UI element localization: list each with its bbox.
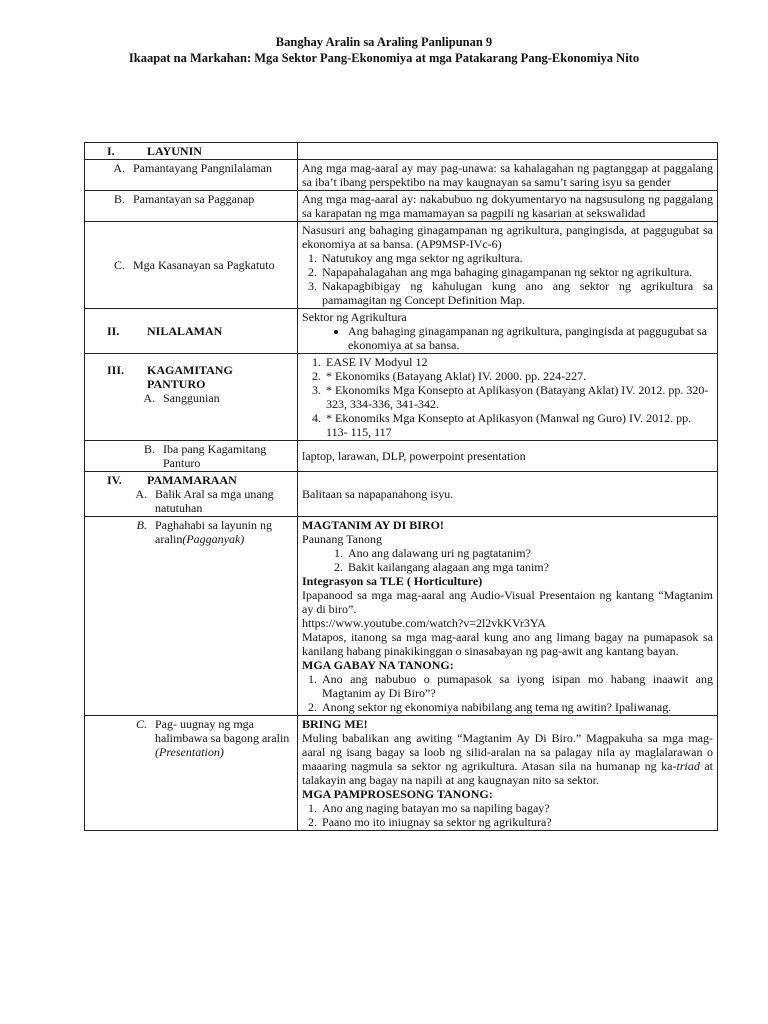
row-label	[85, 517, 298, 716]
integration-heading: Integrasyon sa TLE ( Horticulture)	[302, 574, 483, 588]
row-label	[85, 222, 298, 309]
performance-standard-text: Ang mga mag-aaral ay: nakabubuo ng dokyumentaryo na nagsusulong ng paggalang sa karapatan ng mga mamamayan sa pagpili ng kasarian at sekswalidad	[298, 191, 718, 222]
empty-cell	[298, 143, 718, 160]
item-label: Pag- uugnay ng mga halimbawa sa bagong aralin	[155, 717, 290, 745]
section-heading-kagamitan	[85, 354, 298, 441]
item-letter: B.	[113, 192, 125, 206]
section-number: III.	[107, 363, 125, 377]
section-heading-nilalaman	[85, 309, 298, 354]
table-row	[85, 472, 718, 517]
item-label: Mga Kasanayan sa Pagkatuto	[133, 258, 275, 272]
processing-questions-heading: MGA PAMPROSESONG TANONG:	[302, 787, 493, 801]
item-label: Iba pang Kagamitang Panturo	[163, 442, 267, 470]
list-item: 2. Napapahalagahan ang mga bahaging ginagampanan ng sektor ng agrikultura.	[320, 265, 713, 279]
references-cell	[298, 354, 718, 441]
competency-list	[302, 251, 713, 307]
table-row	[85, 143, 718, 160]
section-number: I.	[107, 144, 115, 158]
row-label	[85, 191, 298, 222]
list-item: 1. Ano ang nabubuo o pumapasok sa iyong isipan mo habang inaawit ang Magtanim ay Di Biro”?	[320, 672, 713, 700]
item-label: Paghahabi sa layunin ng aralin	[155, 518, 272, 546]
document-title: Banghay Aralin sa Araling Panlipunan 9	[275, 35, 493, 49]
list-item: 2. Anong sektor ng ekonomiya nabibilang ang tema ng awitin? Ipaliwanag.	[320, 700, 713, 714]
table-row	[85, 160, 718, 191]
content-title: Sektor ng Agrikultura	[302, 310, 407, 324]
item-letter: C.	[135, 717, 147, 731]
table-row	[85, 191, 718, 222]
table-row	[85, 716, 718, 831]
guide-questions-list	[302, 672, 713, 714]
section-number: IV.	[107, 473, 122, 487]
section-number: II.	[107, 324, 120, 338]
list-item: 3. * Ekonomiks Mga Konsepto at Aplikasyon (Batayang Aklat) IV. 2012. pp. 320-323, 334-336, 341-342.	[324, 383, 713, 411]
activity-instructions	[302, 731, 713, 787]
list-item: 2. Bakit kailangang alagaan ang mga tanim?	[346, 560, 713, 574]
table-row	[85, 222, 718, 309]
row-label	[85, 160, 298, 191]
processing-questions-list	[302, 801, 713, 829]
list-item: 1. Natutukoy ang mga sektor ng agrikultura.	[320, 251, 713, 265]
list-item: • Ang bahaging ginagampanan ng agrikultura, pangingisda at paggugubat sa ekonomiya at sa bansa.	[348, 324, 713, 352]
activity-title: MAGTANIM AY DI BIRO!	[302, 518, 444, 532]
item-label: Pamantayang Pangnilalaman	[133, 161, 272, 175]
instructions-italic: triad	[676, 759, 700, 773]
item-letter: A.	[143, 391, 155, 405]
section-label: PAMAMARAAN	[147, 473, 237, 487]
item-label: Balik Aral sa mga unang natutuhan	[155, 487, 274, 515]
review-text: Balitaan sa napapanahong isyu.	[298, 472, 718, 517]
guide-questions-heading: MGA GABAY NA TANONG:	[302, 658, 454, 672]
list-item: 2. Paano mo ito iniugnay sa sektor ng agrikultura?	[320, 815, 713, 829]
item-label-note: (Pagganyak)	[182, 532, 245, 546]
section-label: NILALAMAN	[147, 324, 223, 338]
list-item: 1. Ano ang naging batayan mo sa napiling bagay?	[320, 801, 713, 815]
instructions-part: at talakayin ang bagay na napili at ang kaugnayan nito sa sektor.	[302, 759, 713, 787]
section-heading-layunin	[85, 143, 298, 160]
item-label: Pamantayan sa Pagganap	[133, 192, 255, 206]
references-list	[302, 355, 713, 439]
item-letter: B.	[143, 442, 155, 456]
competency-intro: Nasusuri ang bahaging ginagampanan ng agrikultura, pangingisda, at paggugubat sa ekonomiya at sa bansa. (AP9MSP-IVc-6)	[302, 223, 713, 251]
motivation-cell	[298, 517, 718, 716]
document-subtitle: Ikaapat na Markahan: Mga Sektor Pang-Ekonomiya at mga Patakarang Pang-Ekonomiya Nito	[128, 51, 640, 65]
lesson-plan-table	[84, 142, 718, 831]
follow-up-text: Matapos, itanong sa mga mag-aaral kung ano ang limang bagay na pumapasok sa kanilang habang pinakikinggan o sinasabayan ng pag-awit ang kantang bayan.	[302, 630, 713, 658]
item-label-note: (Presentation)	[155, 745, 224, 759]
row-label	[85, 716, 298, 831]
activity-title: BRING ME!	[302, 717, 368, 731]
item-letter: A.	[113, 161, 125, 175]
table-row	[85, 309, 718, 354]
content-bullets	[302, 324, 713, 352]
section-heading-pamamaraan	[85, 472, 298, 517]
table-row	[85, 517, 718, 716]
question-heading: Paunang Tanong	[302, 532, 382, 546]
video-url: https://www.youtube.com/watch?v=2l2vkKVr3YA	[302, 616, 546, 630]
presentation-cell	[298, 716, 718, 831]
list-item: 4. * Ekonomiks Mga Konsepto at Aplikasyon (Manwal ng Guro) IV. 2012. pp. 113- 115, 117	[324, 411, 713, 439]
list-item: 3. Nakapagbibigay ng kahulugan kung ano ang sektor ng agrikultura sa pamamagitan ng Concept Definition Map.	[320, 279, 713, 307]
list-item: 2. * Ekonomiks (Batayang Aklat) IV. 2000. pp. 224-227.	[324, 369, 713, 383]
competencies-cell	[298, 222, 718, 309]
item-letter: C.	[113, 258, 125, 272]
integration-text: Ipapanood sa mga mag-aaral ang Audio-Visual Presentaion ng kantang “Magtanim ay di biro”.	[302, 588, 713, 616]
item-letter: A.	[135, 487, 147, 501]
content-standard-text: Ang mga mag-aaral ay may pag-unawa: sa kahalagahan ng pagtanggap at paggalang sa iba’t ibang perspektibo na may kaugnayan sa samu’t saring isyu sa gender	[298, 160, 718, 191]
table-row	[85, 441, 718, 472]
section-label: LAYUNIN	[147, 144, 202, 158]
table-row	[85, 354, 718, 441]
item-label: Sanggunian	[163, 391, 220, 405]
row-label	[85, 441, 298, 472]
question-list	[302, 546, 713, 574]
content-cell	[298, 309, 718, 354]
list-item: 1. EASE IV Modyul 12	[324, 355, 713, 369]
instructions-part: Muling babalikan ang awiting “Magtanim Ay Di Biro.” Magpakuha sa mga mag-aaral ng isang bagay sa loob ng silid-aralan na sa palagay nila ay maglalarawan o maaaring nagmula sa sektor ng agrikultura. Atasan sila na humanap ng ka-	[302, 731, 713, 773]
other-materials-text: laptop, larawan, DLP, powerpoint presentation	[298, 441, 718, 472]
list-item: 1. Ano ang dalawang uri ng pagtatanim?	[346, 546, 713, 560]
section-label: KAGAMITANG PANTURO	[147, 363, 233, 391]
item-letter: B.	[136, 518, 147, 532]
